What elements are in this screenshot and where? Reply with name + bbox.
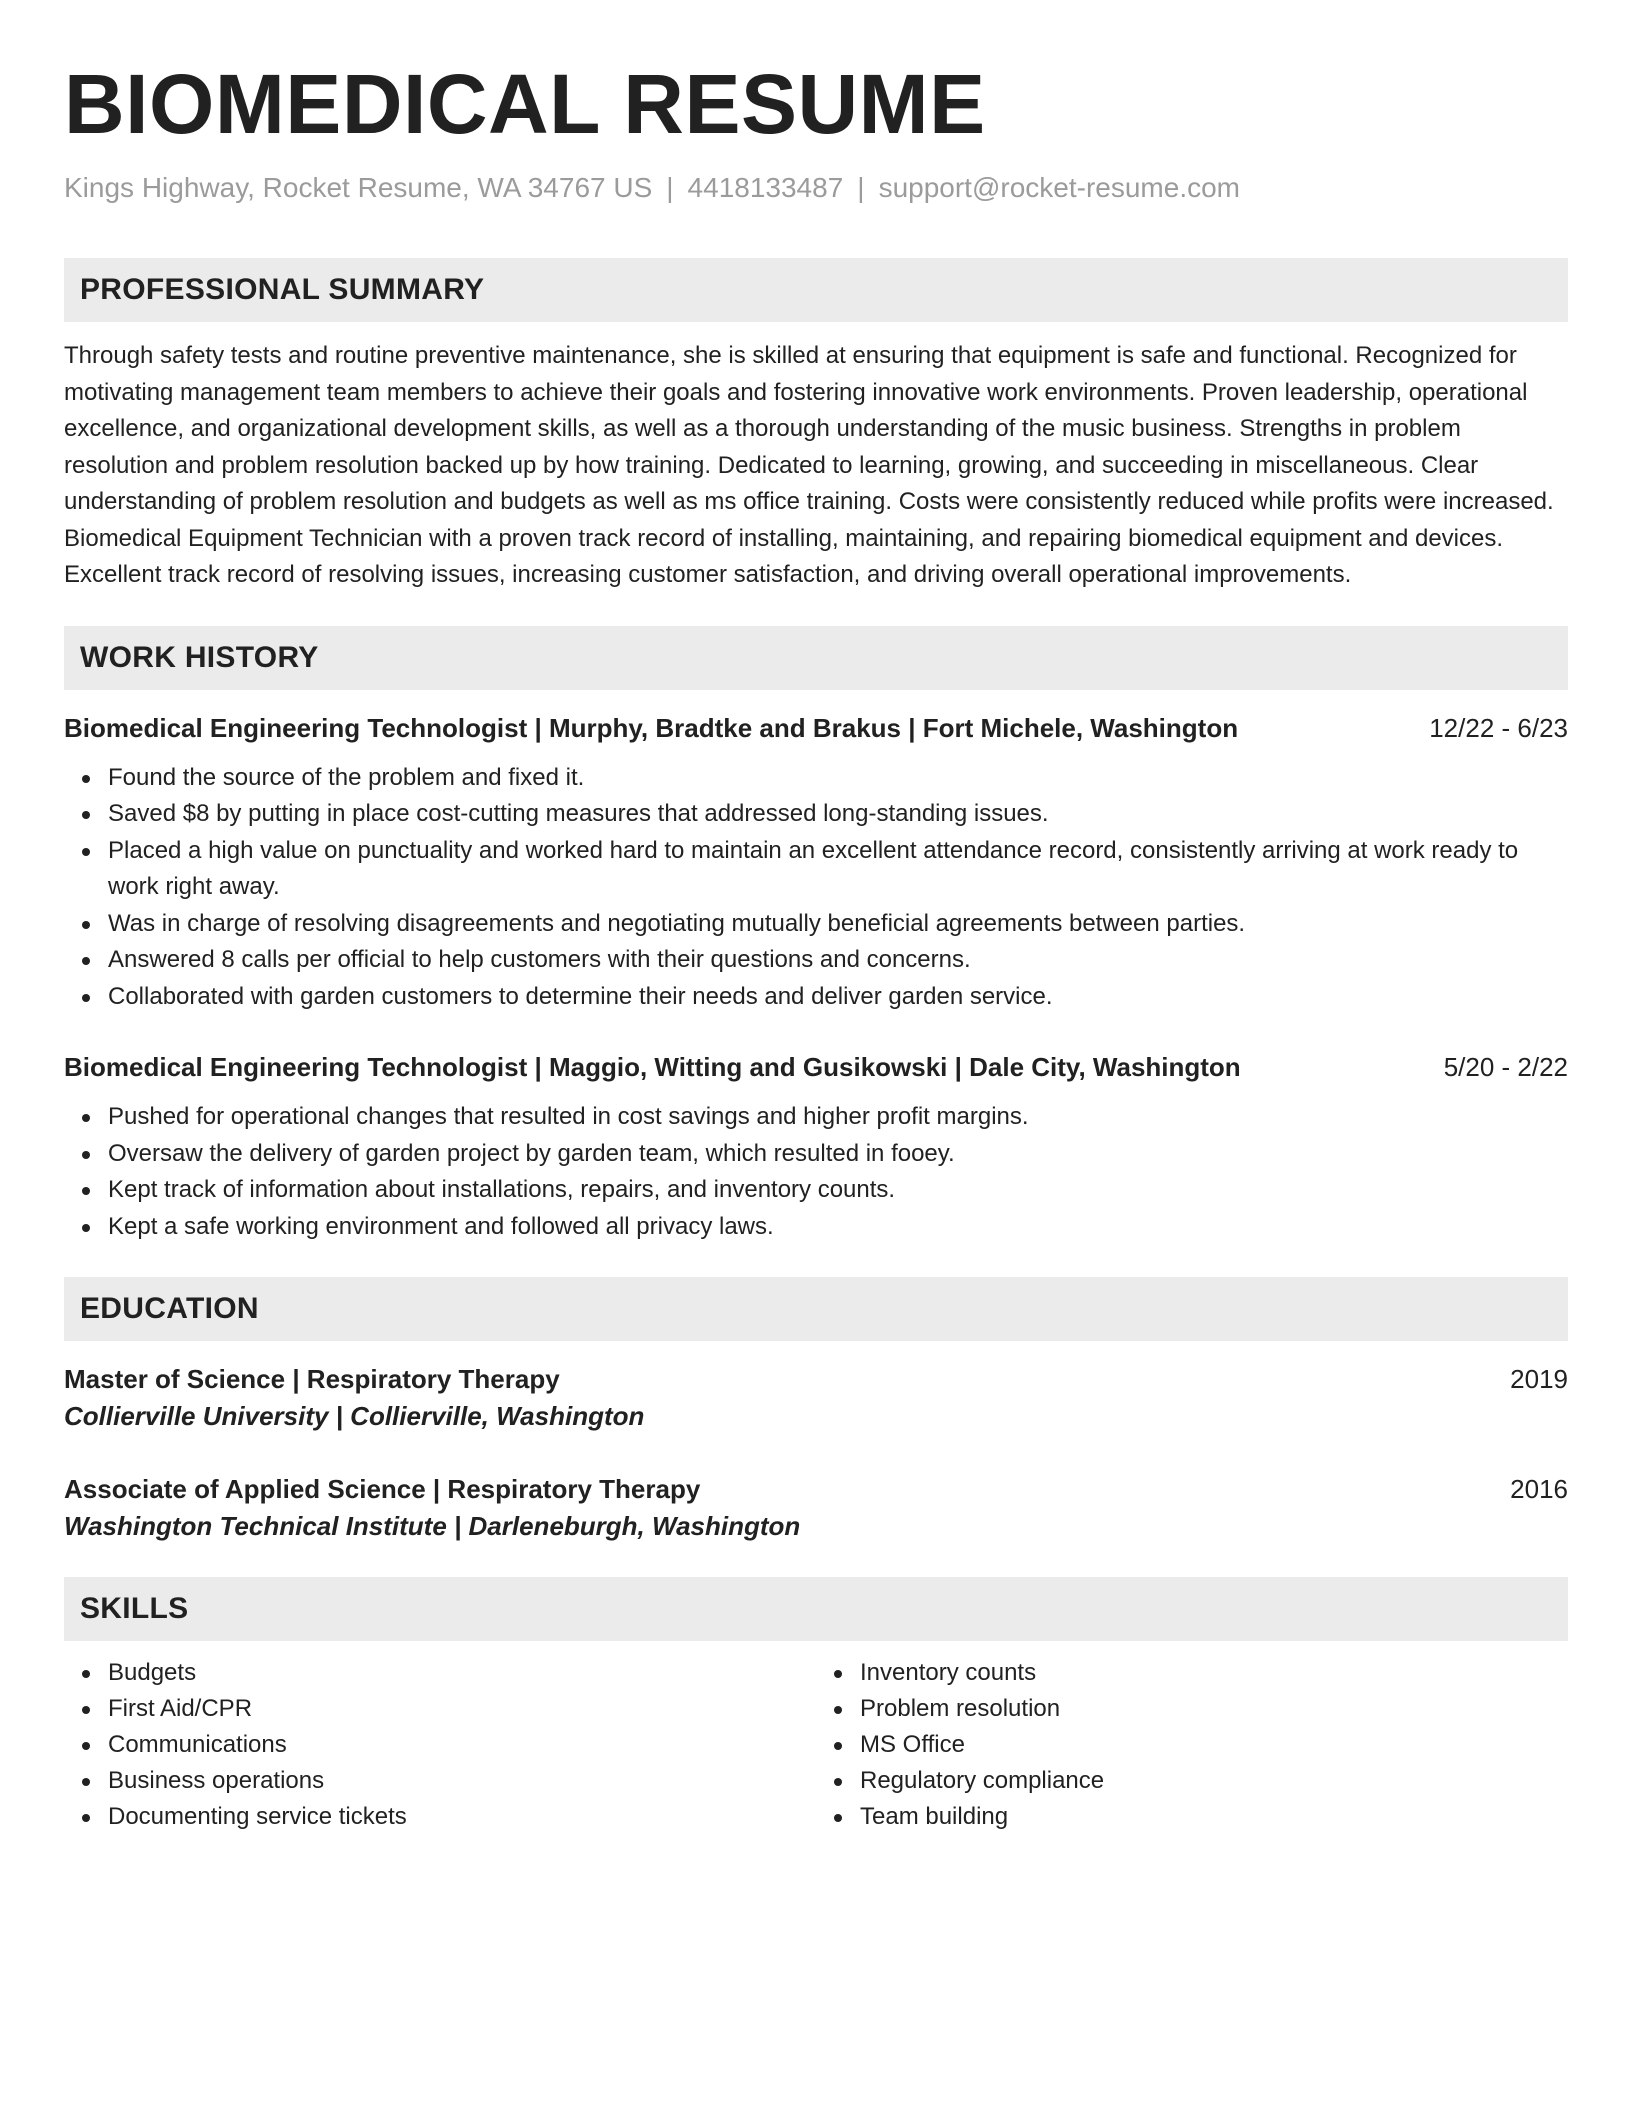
job-entry — [64, 1049, 1568, 1245]
skill-item: MS Office — [816, 1727, 1568, 1763]
skills-grid — [64, 1655, 1568, 1835]
job-bullet: Collaborated with garden customers to determine their needs and deliver garden service. — [64, 979, 1568, 1016]
job-bullet: Kept a safe working environment and followed all privacy laws. — [64, 1209, 1568, 1246]
skill-item: Problem resolution — [816, 1691, 1568, 1727]
job-header — [64, 1049, 1568, 1085]
contact-phone: 4418133487 — [687, 172, 844, 203]
education-school: Collierville University | Collierville, Washington — [64, 1401, 645, 1431]
job-title: Biomedical Engineering Technologist | Murphy, Bradtke and Brakus | Fort Michele, Washington — [64, 712, 1239, 743]
job-bullet: Placed a high value on punctuality and worked hard to maintain an excellent attendance record, consistently arriving at work ready to work right away. — [64, 833, 1568, 906]
job-bullet: Found the source of the problem and fixed it. — [64, 760, 1568, 797]
section-header-skills: SKILLS — [64, 1577, 1568, 1641]
contact-separator: | — [857, 172, 865, 203]
education-header — [64, 1471, 1568, 1507]
skill-item: Business operations — [64, 1763, 816, 1799]
skills-list — [64, 1655, 816, 1835]
job-bullet: Pushed for operational changes that resulted in cost savings and higher profit margins. — [64, 1099, 1568, 1136]
skills-column-right — [816, 1655, 1568, 1835]
job-bullet: Saved $8 by putting in place cost-cutting measures that addressed long-standing issues. — [64, 796, 1568, 833]
skill-item: Budgets — [64, 1655, 816, 1691]
section-header-work-history: WORK HISTORY — [64, 626, 1568, 690]
contact-separator: | — [666, 172, 674, 203]
education-school: Washington Technical Institute | Darleneburgh, Washington — [64, 1511, 801, 1541]
job-bullet: Was in charge of resolving disagreements and negotiating mutually beneficial agreements between parties. — [64, 906, 1568, 943]
skill-item: Regulatory compliance — [816, 1763, 1568, 1799]
skill-item: First Aid/CPR — [64, 1691, 816, 1727]
skill-item: Inventory counts — [816, 1655, 1568, 1691]
skills-column-left — [64, 1655, 816, 1835]
education-entry — [64, 1471, 1568, 1545]
job-bullet: Kept track of information about installations, repairs, and inventory counts. — [64, 1172, 1568, 1209]
education-year: 2019 — [1510, 1364, 1568, 1394]
education-degree: Associate of Applied Science | Respiratory Therapy — [64, 1474, 701, 1504]
education-header — [64, 1361, 1568, 1397]
skill-item: Team building — [816, 1799, 1568, 1835]
skills-list — [816, 1655, 1568, 1835]
job-bullets — [64, 760, 1568, 1016]
skill-item: Documenting service tickets — [64, 1799, 816, 1835]
education-year: 2016 — [1510, 1474, 1568, 1504]
summary-text: Through safety tests and routine preventive maintenance, she is skilled at ensuring that equipment is safe and functional. Recognized for motivating management team members to achieve their goals and fostering innovative work environments. Proven leadership, operational excellence, and organizational development skills, as well as a thorough understanding of the music business. Strengths in problem resolution and problem resolution backed up by how training. Dedicated to learning, growing, and succeeding in miscellaneous. Clear understanding of problem resolution and budgets as well as ms office training. Costs were consistently reduced while profits were increased. Biomedical Equipment Technician with a proven track record of installing, maintaining, and repairing biomedical equipment and devices. Excellent track record of resolving issues, increasing customer satisfaction, and driving overall operational improvements. — [64, 342, 1554, 588]
contact-email: support@rocket-resume.com — [878, 172, 1240, 203]
section-header-education: EDUCATION — [64, 1277, 1568, 1341]
job-dates: 12/22 - 6/23 — [1429, 712, 1568, 743]
job-entry — [64, 710, 1568, 1016]
job-bullet: Oversaw the delivery of garden project by garden team, which resulted in fooey. — [64, 1136, 1568, 1173]
job-bullets — [64, 1099, 1568, 1245]
job-bullet: Answered 8 calls per official to help customers with their questions and concerns. — [64, 942, 1568, 979]
section-header-summary: PROFESSIONAL SUMMARY — [64, 258, 1568, 322]
skill-item: Communications — [64, 1727, 816, 1763]
resume-title: BIOMEDICAL RESUME — [64, 57, 986, 151]
job-dates: 5/20 - 2/22 — [1443, 1052, 1568, 1082]
education-entry — [64, 1361, 1568, 1435]
job-title: Biomedical Engineering Technologist | Maggio, Witting and Gusikowski | Dale City, Washington — [64, 1052, 1241, 1082]
education-degree: Master of Science | Respiratory Therapy — [64, 1364, 560, 1394]
contact-address: Kings Highway, Rocket Resume, WA 34767 US — [64, 172, 653, 203]
contact-line — [64, 170, 1568, 206]
job-header — [64, 710, 1568, 746]
